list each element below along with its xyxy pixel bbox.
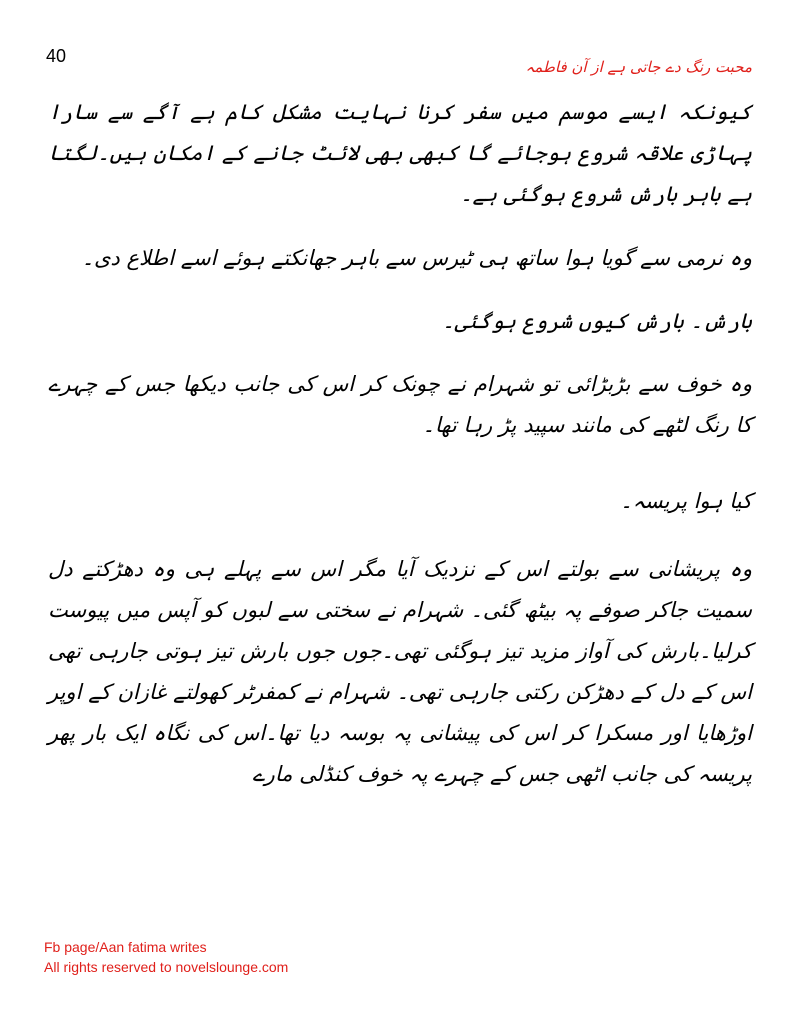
- footer-facebook-page: Fb page/Aan fatima writes: [44, 939, 207, 955]
- paragraph: بارش۔ بارش کیوں شروع ہوگئی۔: [442, 309, 752, 333]
- page-number: 40: [46, 46, 67, 66]
- footer-copyright: All rights reserved to novelslounge.com: [44, 959, 289, 975]
- paragraph: کیا ہوا پریسہ۔: [620, 489, 752, 513]
- footer: [44, 937, 288, 977]
- paragraph: وہ نرمی سے گویا ہوا ساتھ ہی ٹیرس سے باہر جھانکتے ہوئے اسے اطلاع دی۔: [81, 246, 752, 270]
- paragraph: کیونکہ ایسے موسم میں سفر کرنا نہایت مشکل کام ہے آگے سے سارا پہاڑی علاقہ شروع ہوجائے گا کبھی بھی لائٹ جانے کے امکان ہیں۔لگتا ہے باہر بارش شروع ہوگئی ہے۔: [48, 100, 752, 206]
- paragraph: وہ پریشانی سے بولتے اس کے نزدیک آیا مگر اس سے پہلے ہی وہ دھڑکتے دل سمیت جاکر صوفے پہ بیٹھ گئی۔ شہرام نے سختی سے لبوں کو آپس میں پیوست کرلیا۔بارش کی آواز مزید تیز ہوگئی تھی۔جوں جوں بارش تیز ہوتی جارہی تھی اس کے دل کے دھڑکن رکتی جارہی تھی۔ شہرام نے کمفرٹر کھولتے غازان کے اوپر اوڑھایا اور مسکرا کر اس کی پیشانی پہ بوسہ دیا تھا۔اس کی نگاہ ایک بار پھر پریسہ کی جانب اٹھی جس کے چہرے پہ خوف کنڈلی مارے: [48, 557, 752, 786]
- body-text: [48, 92, 752, 795]
- paragraph: وہ خوف سے بڑبڑائی تو شہرام نے چونک کر اس کی جانب دیکھا جس کے چہرے کا رنگ لٹھے کی مانند سپید پڑ رہا تھا۔: [48, 372, 752, 437]
- running-header: محبت رنگ دے جاتی ہے از آن فاطمہ: [525, 58, 752, 76]
